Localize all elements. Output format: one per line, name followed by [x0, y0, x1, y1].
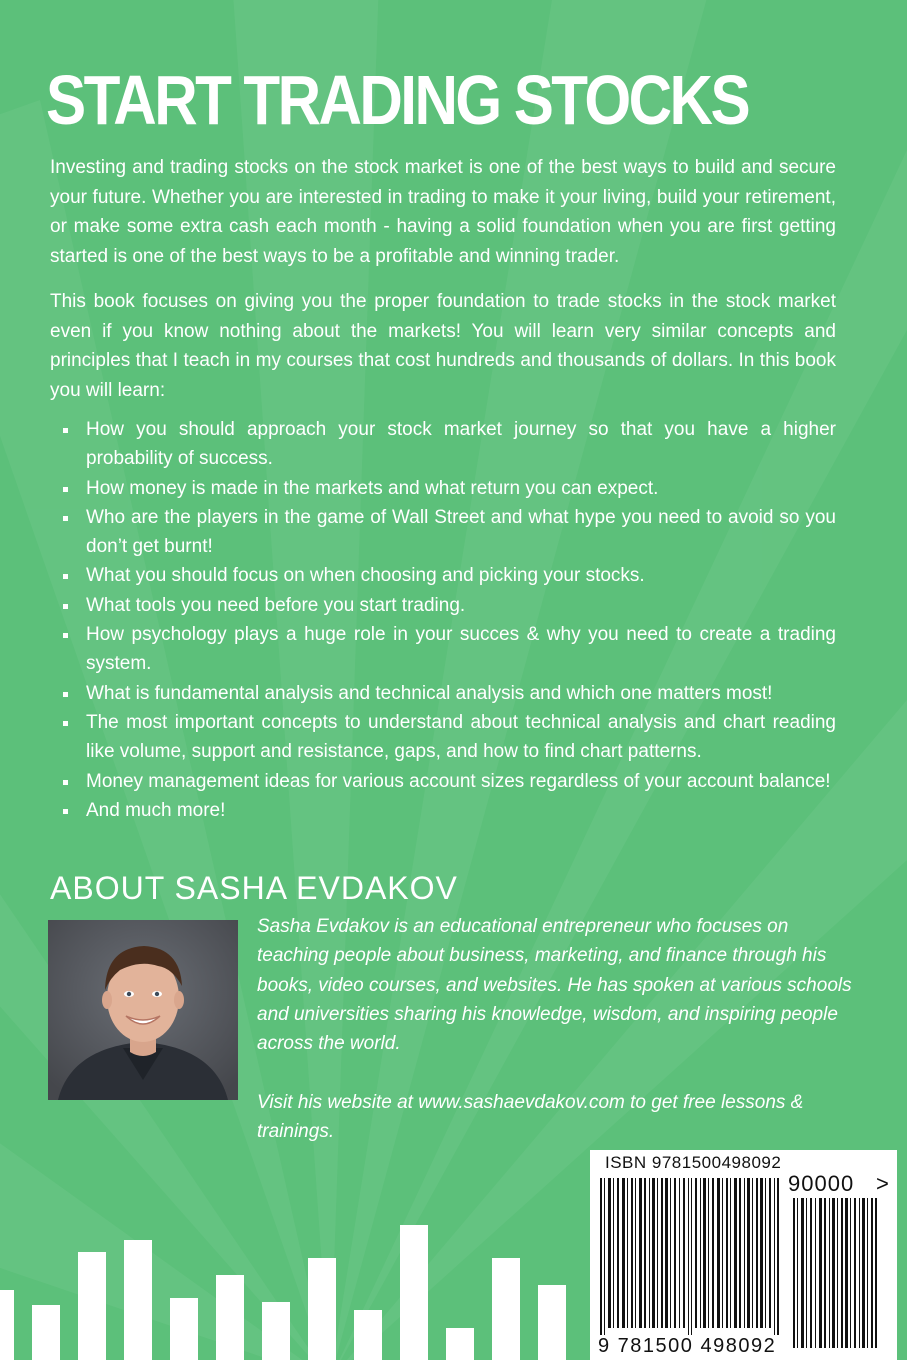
list-item: What tools you need before you start trading.: [50, 591, 836, 620]
list-item: How psychology plays a huge role in your succes & why you need to create a trading system.: [50, 620, 836, 679]
author-bio: Sasha Evdakov is an educational entrepreneur who focuses on teaching people about business, marketing, and finance through his books, video courses, and websites. He has spoken at various schools and universities sharing his knowledge, wisdom, and inspiring people across the world.: [257, 916, 852, 1055]
book-title: START TRADING STOCKS: [46, 61, 749, 139]
barcode-digits: 9 781500 498092: [595, 1335, 779, 1358]
intro-paragraph: Investing and trading stocks on the stock market is one of the best ways to build and secure your future. Whether you are interested in trading to make it your living, build your retirement, or make some extra cash each month - having a solid foundation when you are first getting started is one of the best ways to be a profitable and winning trader.: [50, 157, 836, 267]
list-item: Who are the players in the game of Wall Street and what hype you need to avoid so you don’t get burnt!: [50, 503, 836, 562]
list-item: What you should focus on when choosing and picking your stocks.: [50, 561, 836, 590]
list-item: How money is made in the markets and what return you can expect.: [50, 474, 836, 503]
barcode-icon: [590, 1150, 897, 1360]
isbn-label: ISBN 9781500498092: [605, 1153, 782, 1172]
book-focus-paragraph: This book focuses on giving you the proper foundation to trade stocks in the stock market even if you know nothing about the markets! You will learn very similar concepts and principles that I teach in my courses that cost hundreds and thousands of dollars. In this book you will learn:: [50, 291, 836, 401]
author-photo-icon: [48, 920, 238, 1100]
price-arrow: >: [876, 1171, 889, 1196]
author-website-note: Visit his website at www.sashaevdakov.com to get free lessons & trainings.: [257, 1092, 804, 1143]
learning-points-list: [50, 415, 836, 825]
list-item: The most important concepts to understand about technical analysis and chart reading like volume, support and resistance, gaps, and how to find chart patterns.: [50, 708, 836, 767]
price-code: 90000: [788, 1171, 855, 1196]
list-item: Money management ideas for various account sizes regardless of your account balance!: [50, 767, 836, 796]
list-item: What is fundamental analysis and technical analysis and which one matters most!: [50, 679, 836, 708]
list-item: And much more!: [50, 796, 836, 825]
list-item: How you should approach your stock market journey so that you have a higher probability of success.: [50, 415, 836, 474]
about-author-heading: ABOUT SASHA EVDAKOV: [50, 870, 458, 906]
